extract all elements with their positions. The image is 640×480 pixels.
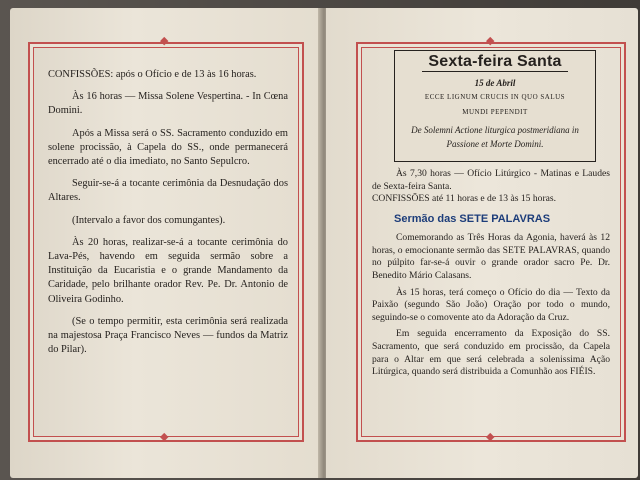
missa-paragraph: Às 16 horas — Missa Solene Vespertina. - In Cœna Domini.: [48, 91, 288, 117]
left-bottom-ornament: ◆: [160, 431, 169, 443]
desnudacao-paragraph: Seguir-se-á a tocante cerimônia da Desnudação dos Altares.: [48, 178, 288, 204]
latin-line-2: MUNDI PEPENDIT: [462, 107, 528, 116]
oficio-paragraph: Às 7,30 horas — Ofício Litúrgico - Matinas e Laudes de Sexta-feira Santa.: [372, 168, 610, 192]
oficio-do-dia-paragraph: Às 15 horas, terá começo o Ofício do dia — Texto da Paixão (segundo São João) Oração por todo o mundo, seguindo-se o comovente ato da Adoração da Cruz.: [372, 286, 610, 323]
agonia-paragraph: Comemorando as Três Horas da Agonia, haverá às 12 horas, o emocionante sermão das SETE PALAVRAS, quando no púlpito far-se-á ouvir o grande orador sacro Pe. Dr. Benedito Mário Calasans.: [372, 232, 610, 281]
right-bottom-ornament: ◆: [486, 431, 495, 443]
procissao-paragraph: Após a Missa será o SS. Sacramento conduzido em solene procissão, à Capela do SS., onde permanecerá encerrado até o dia imediato, no Santo Sepulcro.: [48, 127, 288, 168]
confissoes-right-paragraph: CONFISSÕES até 11 horas e de 13 às 15 horas.: [372, 193, 557, 205]
liturgical-subtitle: De Solemni Actione liturgica postmeridiana in Passione et Morte Domini.: [411, 124, 579, 150]
left-top-ornament: ◆: [160, 35, 169, 47]
confissoes-paragraph: CONFISSÕES: após o Ofício e de 13 às 16 horas.: [48, 69, 257, 80]
date-line: 15 de Abril: [474, 78, 516, 89]
encerramento-paragraph: Em seguida encerramento da Exposição do SS. Sacramento, que será conduzido em procissão, da Capela para o Altar em que será celebrada a solenissima Ação Litúrgica, quando será distribuida a Comunhão aos FIÉIS.: [372, 328, 610, 378]
intervalo-paragraph: (Intervalo a favor dos comungantes).: [72, 214, 226, 226]
page-title: Sexta-feira Santa: [422, 55, 567, 72]
lava-pes-paragraph: Às 20 horas, realizar-se-á a tocante cerimônia do Lava-Pés, havendo em seguida sermão sobre a Instituição da Eucaristia e o grande Mandamento da Caridade, pelo brilhante orador Rev. Pe. Dr. Antonio de Oliveira Godinho.: [48, 236, 288, 305]
left-page-text: [48, 68, 288, 365]
sexta-feira-header: [394, 50, 596, 162]
tempo-paragraph: (Se o tempo permitir, esta cerimônia será realizada na majestosa Praça Francisco Neves — fundos da Matriz do Pilar).: [48, 315, 288, 356]
right-top-ornament: ◆: [486, 35, 495, 47]
sermao-heading: Sermão das SETE PALAVRAS: [394, 213, 551, 225]
latin-line-1: ECCE LIGNUM CRUCIS IN QUO SALUS: [424, 93, 566, 102]
right-page-text: [372, 44, 610, 379]
